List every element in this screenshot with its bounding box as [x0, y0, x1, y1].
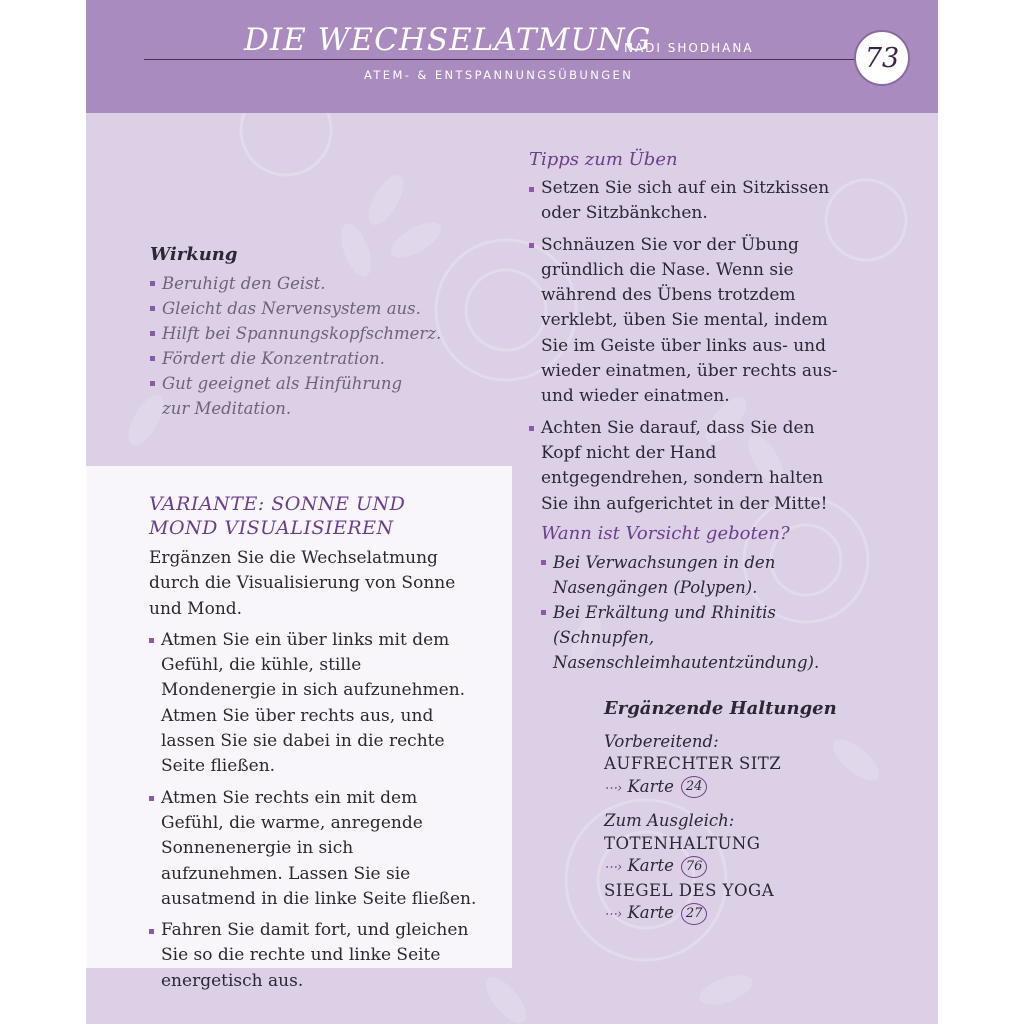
- list-item: Gut geeignet als Hinführung zur Meditation.: [150, 371, 412, 421]
- wirkung-heading: Wirkung: [150, 244, 238, 265]
- vorbereitend-label: Vorbereitend:: [604, 731, 719, 751]
- header-divider: [144, 59, 854, 60]
- tipps-list: [529, 176, 839, 517]
- variante-title: VARIANTE: SONNE UND MOND VISUALISIEREN: [149, 493, 406, 539]
- variante-section: [149, 492, 479, 1000]
- pose-name: TOTENHALTUNG: [604, 833, 761, 853]
- card-number-badge: 24: [681, 776, 707, 798]
- variante-intro: Ergänzen Sie die Wechselatmung durch die Visualisierung von Sonne und Mond.: [149, 548, 456, 619]
- card-reference[interactable]: [604, 855, 904, 880]
- vorsicht-list: [541, 550, 841, 675]
- list-item: Gleicht das Nervensystem aus.: [150, 296, 450, 321]
- list-item: Atmen Sie rechts ein mit dem Gefühl, die warme, anregende Sonnenenergie in sich aufzunehmen. Lassen Sie sie ausatmend in die linke Seite fließen.: [149, 786, 479, 912]
- vorsicht-section: [541, 523, 841, 675]
- card-reference[interactable]: [604, 902, 904, 927]
- category-label: ATEM- & ENTSPANNUNGSÜBUNGEN: [364, 68, 634, 82]
- karte-label: Karte: [627, 903, 674, 922]
- karte-label: Karte: [627, 776, 674, 796]
- list-item: Schnäuzen Sie vor der Übung gründlich die Nase. Wenn sie während des Übens trotzdem verklebt, üben Sie mental, indem Sie im Geiste über links aus- und wieder einatmen, über rechts aus- und wieder einatmen.: [529, 233, 839, 410]
- list-item: Atmen Sie ein über links mit dem Gefühl, die kühle, stille Mondenergie in sich aufzunehmen. Atmen Sie über rechts aus, und lassen Sie sie dabei in die rechte Seite fließen.: [149, 628, 479, 780]
- variante-box: [86, 466, 512, 991]
- pose-name: SIEGEL DES YOGA: [604, 880, 775, 900]
- page-title: DIE WECHSELATMUNG: [244, 22, 652, 58]
- haltungen-heading: Ergänzende Haltungen: [604, 698, 837, 719]
- arrow-right-icon: ⋯›: [604, 907, 623, 922]
- vorsicht-heading: Wann ist Vorsicht geboten?: [541, 523, 790, 544]
- list-item: Achten Sie darauf, dass Sie den Kopf nicht der Hand entgegendrehen, sondern halten Sie ihn aufgerichtet in der Mitte!: [529, 416, 839, 517]
- sanskrit-name: NADI SHODHANA: [624, 41, 754, 55]
- list-item: Bei Erkältung und Rhinitis (Schnupfen, Nasenschleimhautentzündung).: [541, 600, 841, 675]
- wirkung-list: [150, 271, 450, 421]
- haltungen-section: [604, 698, 904, 927]
- wirkung-section: [150, 244, 450, 421]
- card-page: [86, 0, 938, 1024]
- list-item: Fördert die Konzentration.: [150, 346, 450, 371]
- tipps-heading: Tipps zum Üben: [529, 149, 678, 170]
- card-reference[interactable]: [604, 776, 904, 801]
- list-item: Setzen Sie sich auf ein Sitzkissen oder Sitzbänkchen.: [529, 176, 839, 227]
- ausgleich-label: Zum Ausgleich:: [604, 811, 735, 830]
- tipps-section: [529, 149, 839, 523]
- arrow-right-icon: ⋯›: [604, 860, 623, 875]
- karte-label: Karte: [627, 856, 674, 875]
- header-band: [86, 0, 938, 113]
- page-number-badge: 73: [854, 30, 910, 86]
- list-item: Hilft bei Spannungskopfschmerz.: [150, 321, 450, 346]
- variante-list: [149, 628, 479, 994]
- list-item: Beruhigt den Geist.: [150, 271, 450, 296]
- arrow-right-icon: ⋯›: [604, 780, 623, 796]
- list-item: Fahren Sie damit fort, und gleichen Sie so die rechte und linke Seite energetisch aus.: [149, 918, 479, 994]
- card-number-badge: 76: [681, 856, 707, 878]
- list-item: Bei Verwachsungen in den Nasengängen (Polypen).: [541, 550, 841, 600]
- card-number-badge: 27: [681, 903, 707, 925]
- pose-name: AUFRECHTER SITZ: [604, 754, 782, 773]
